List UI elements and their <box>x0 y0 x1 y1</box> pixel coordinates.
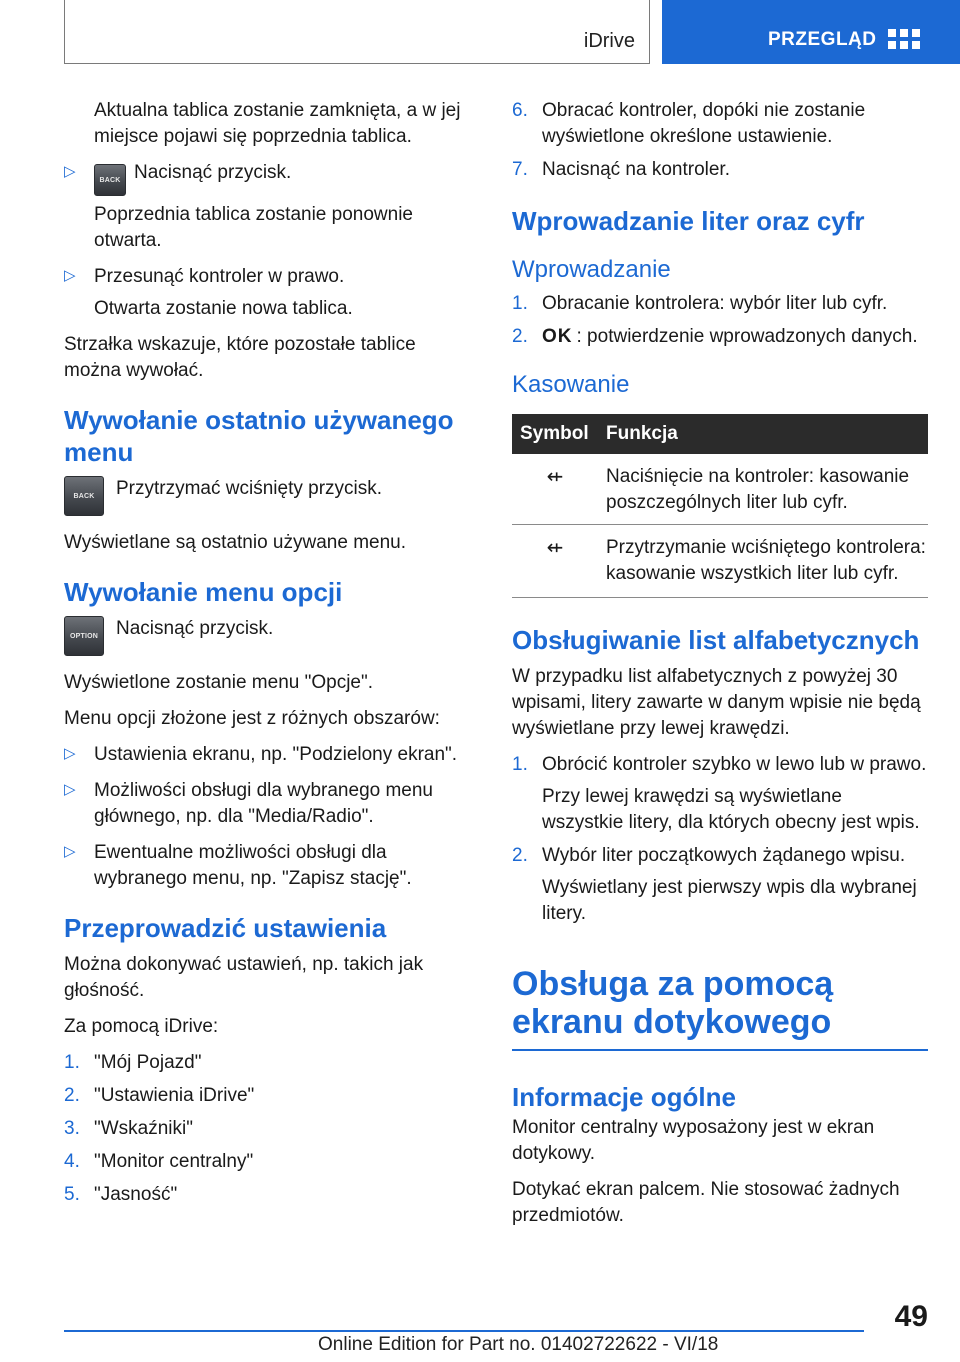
heading-recent-menu: Wywołanie ostatnio używanego menu <box>64 405 454 467</box>
delete-icon: ⇷ <box>512 454 598 525</box>
list-item: 1. Obrócić kontroler szybko w lewo lub w prawo. Przy lewej krawędzi są wyświetlane wszystkie litery, dla których obecny jest wpis. <box>512 754 927 833</box>
arrow-note: Strzałka wskazuje, które pozostałe tablice można wywołać. <box>64 334 416 381</box>
settings-text: Można dokonywać ustawień, np. takich jak głośność. <box>64 954 424 1001</box>
bullet-controller-text: Przesunąć kontroler w prawo. <box>94 266 345 287</box>
bullet-controller-sub: Otwarta zostanie nowa tablica. <box>94 298 353 319</box>
table-row: ⇷ Przytrzymanie wciśniętego kontrolera: kasowanie wszystkich liter lub cyfr. <box>512 525 928 598</box>
option-button-icon: OPTION <box>64 616 104 656</box>
heading-enter: Wprowadzanie <box>512 256 671 283</box>
heading-options-menu: Wywołanie menu opcji <box>64 577 343 607</box>
section-title: iDrive <box>583 30 635 52</box>
tab-overview[interactable] <box>662 0 960 64</box>
footer-edition: Online Edition for Part no. 01402722622 - VI/18 <box>318 1334 719 1355</box>
delete-icon: ⇷ <box>512 525 598 598</box>
bullet-back-text: Nacisnąć przycisk. <box>134 162 292 183</box>
list-item: 2. Wybór liter początkowych żądanego wpisu. Wyświetlany jest pierwszy wpis dla wybranej litery. <box>512 845 917 924</box>
heading-lists: Obsługiwanie list alfabetycznych <box>512 625 920 655</box>
triangle-bullet-icon: ▷ <box>64 163 76 180</box>
recent-menu-sub: Wyświetlane są ostatnio używane menu. <box>64 532 406 553</box>
list-item: ▷ Ustawienia ekranu, np. "Podzielony ekran". <box>64 744 458 765</box>
list-item: 2. "Ustawienia iDrive" <box>64 1085 255 1106</box>
bullet-back <box>64 160 474 254</box>
heading-input: Wprowadzanie liter oraz cyfr <box>512 206 865 236</box>
triangle-bullet-icon: ▷ <box>64 781 76 798</box>
table-header-function: Funkcja <box>598 414 928 454</box>
heading-settings: Przeprowadzić ustawienia <box>64 913 387 943</box>
triangle-bullet-icon: ▷ <box>64 843 76 860</box>
list-item: ▷ Możliwości obsługi dla wybranego menu głównego, np. dla "Media/Radio". <box>64 780 434 827</box>
list-item: 7. Nacisnąć na kontroler. <box>512 159 730 180</box>
list-item: 3. "Wskaźniki" <box>64 1118 193 1139</box>
page-number: 49 <box>894 1300 928 1333</box>
triangle-bullet-icon: ▷ <box>64 745 76 762</box>
options-menu-row <box>64 616 474 658</box>
lists-text: W przypadku list alfabetycznych z powyżej 30 wpisami, litery zawarte w danym wpisie nie będą wyświetlane przy lewej krawędzi. <box>512 666 921 739</box>
header-frame <box>64 0 650 64</box>
list-item: 5. "Jasność" <box>64 1184 178 1205</box>
list-item: 1. "Mój Pojazd" <box>64 1052 202 1073</box>
options-menu-sub: Wyświetlone zostanie menu "Opcje". <box>64 672 374 693</box>
footer-divider <box>64 1330 864 1332</box>
bullet-back-sub: Poprzednia tablica zostanie ponownie otwarta. <box>94 204 413 251</box>
grid-icon <box>888 29 920 51</box>
ok-icon: OK <box>542 326 573 347</box>
list-item: 2. OK : potwierdzenie wprowadzonych danych. <box>512 326 918 347</box>
heading-general: Informacje ogólne <box>512 1082 736 1112</box>
heading-delete: Kasowanie <box>512 371 630 398</box>
options-intro: Menu opcji złożone jest z różnych obszarów: <box>64 708 440 729</box>
list-item: 6. Obracać kontroler, dopóki nie zostanie wyświetlone określone ustawienie. <box>512 100 866 147</box>
intro-text: Aktualna tablica zostanie zamknięta, a w jej miejsce pojawi się poprzednia tablica. <box>94 100 461 147</box>
heading-touch: Obsługa za pomocą ekranu dotykowego <box>512 965 928 1051</box>
bullet-controller-right <box>64 264 474 322</box>
table-header-symbol: Symbol <box>512 414 598 454</box>
settings-via: Za pomocą iDrive: <box>64 1016 219 1037</box>
recent-menu-text: Przytrzymać wciśnięty przycisk. <box>116 478 383 499</box>
tab-overview-label: PRZEGLĄD <box>768 29 877 50</box>
back-button-icon: BACK <box>64 476 104 516</box>
table-row: ⇷ Naciśnięcie na kontroler: kasowanie poszczególnych liter lub cyfr. <box>512 454 928 525</box>
list-item: 4. "Monitor centralny" <box>64 1151 254 1172</box>
general-text-1: Monitor centralny wyposażony jest w ekran dotykowy. <box>512 1117 875 1164</box>
triangle-bullet-icon: ▷ <box>64 267 76 284</box>
options-menu-text: Nacisnąć przycisk. <box>116 618 274 639</box>
list-item: ▷ Ewentualne możliwości obsługi dla wybranego menu, np. "Zapisz stację". <box>64 842 412 889</box>
back-button-icon: BACK <box>94 164 126 196</box>
right-column <box>512 98 928 1239</box>
general-text-2: Dotykać ekran palcem. Nie stosować żadnych przedmiotów. <box>512 1179 900 1226</box>
delete-table <box>512 414 928 598</box>
left-column <box>64 98 474 1215</box>
list-item: 1. Obracanie kontrolera: wybór liter lub cyfr. <box>512 293 888 314</box>
recent-menu-row <box>64 476 474 518</box>
